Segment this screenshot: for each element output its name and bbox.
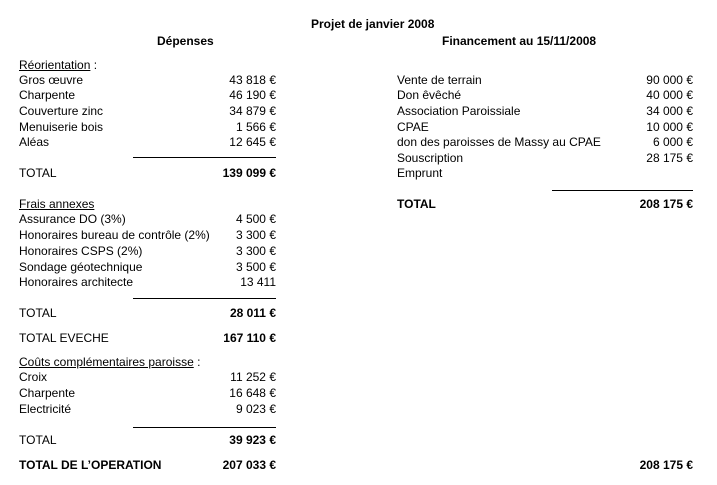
total-eveche-amount: 167 110 € [223,331,276,345]
funding-label-massy: don des paroisses de Massy au CPAE [397,135,601,149]
expense-amount-aleas: 12 645 € [229,135,276,149]
frais-total-rule [133,298,276,299]
funding-amount-souscription: 28 175 € [646,151,693,165]
total-operation-label: TOTAL DE L’OPERATION [19,458,162,472]
expense-amount-croix: 11 252 € [230,370,276,384]
expense-amount-gros-oeuvre: 43 818 € [229,73,276,87]
funding-grand-total-amount: 208 175 € [639,458,693,472]
reorientation-total-amount: 139 099 € [222,166,276,180]
funding-label-emprunt: Emprunt [397,166,443,180]
expense-label-electricite: Electricité [19,402,72,416]
expense-amount-couverture-zinc: 34 879 € [229,104,276,118]
total-operation-amount: 207 033 € [222,458,276,472]
expense-label-csps: Honoraires CSPS (2%) [19,244,143,258]
funding-total-rule [552,190,693,191]
reorientation-heading-text: Réorientation [19,58,91,72]
total-eveche-label: TOTAL EVECHE [19,331,109,345]
expense-label-charpente-paroisse: Charpente [19,386,76,400]
funding-total-label: TOTAL [397,197,436,211]
expense-amount-csps: 3 300 € [235,244,276,258]
couts-total-label: TOTAL [19,433,57,447]
expense-label-architecte: Honoraires architecte [19,275,134,289]
funding-amount-association: 34 000 € [646,104,693,118]
frais-annexes-heading: Frais annexes [19,197,95,211]
frais-total-amount: 28 011 € [229,306,276,320]
funding-amount-massy: 6 000 € [652,135,693,149]
funding-amount-don-eveche: 40 000 € [646,88,693,102]
expense-label-charpente: Charpente [19,88,76,102]
expense-amount-electricite: 9 023 € [235,402,276,416]
depenses-header: Dépenses [157,34,214,48]
financement-header: Financement au 15/11/2008 [442,34,597,48]
couts-heading-text: Coûts complémentaires paroisse [19,355,194,369]
expense-amount-architecte: 13 411 [240,275,276,289]
frais-total-label: TOTAL [19,306,57,320]
expense-label-gros-oeuvre: Gros œuvre [19,73,84,87]
reorientation-total-rule [133,157,276,158]
expense-amount-bureau-controle: 3 300 € [235,228,276,242]
funding-amount-vente-terrain: 90 000 € [646,73,693,87]
expense-amount-charpente: 46 190 € [229,88,276,102]
expense-amount-sondage: 3 500 € [235,260,276,274]
funding-total-amount: 208 175 € [639,197,693,211]
expense-label-menuiserie-bois: Menuiserie bois [19,120,104,134]
couts-total-amount: 39 923 € [229,433,276,447]
expense-label-croix: Croix [19,370,48,384]
expense-label-couverture-zinc: Couverture zinc [19,104,104,118]
reorientation-heading-suffix: : [90,58,98,72]
couts-heading [19,355,200,369]
funding-label-vente-terrain: Vente de terrain [397,73,482,87]
couts-total-rule [133,427,276,428]
expense-amount-menuiserie-bois: 1 566 € [235,120,276,134]
funding-label-association: Association Paroissiale [397,104,521,118]
expense-label-bureau-controle: Honoraires bureau de contrôle (2%) [19,228,210,242]
funding-label-souscription: Souscription [397,151,464,165]
expense-amount-charpente-paroisse: 16 648 € [229,386,276,400]
expense-label-sondage: Sondage géotechnique [19,260,143,274]
expense-amount-assurance-do: 4 500 € [235,212,276,226]
page-title: Projet de janvier 2008 [311,17,435,31]
couts-heading-suffix: : [193,355,201,369]
expense-label-assurance-do: Assurance DO (3%) [19,212,126,226]
reorientation-total-label: TOTAL [19,166,57,180]
expense-label-aleas: Aléas [19,135,50,149]
reorientation-heading [19,58,97,72]
funding-label-cpae: CPAE [397,120,429,134]
funding-amount-cpae: 10 000 € [646,120,693,134]
funding-label-don-eveche: Don êvêché [397,88,462,102]
